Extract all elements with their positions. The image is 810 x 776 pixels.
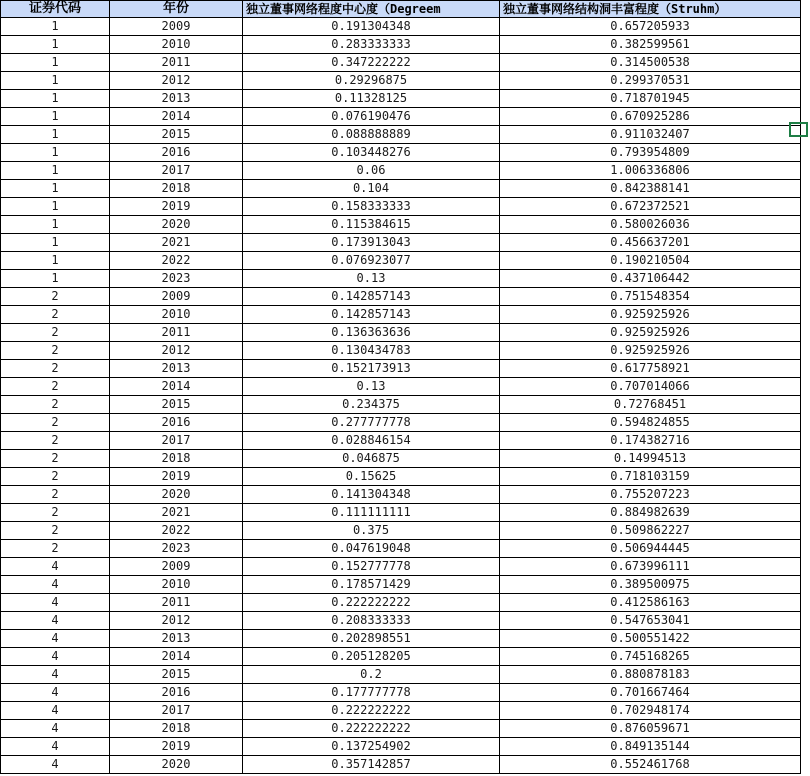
cell-year[interactable]: 2017 <box>110 162 243 180</box>
table-row <box>1 648 801 666</box>
table-row <box>1 288 801 306</box>
cell-stock-code[interactable]: 4 <box>1 594 110 612</box>
table-row <box>1 324 801 342</box>
cell-stock-code[interactable]: 2 <box>1 306 110 324</box>
cell-stock-code[interactable]: 2 <box>1 486 110 504</box>
cell-structural-holes[interactable]: 0.718103159 <box>500 468 801 486</box>
cell-stock-code[interactable]: 2 <box>1 396 110 414</box>
cell-structural-holes[interactable]: 0.755207223 <box>500 486 801 504</box>
table-row <box>1 720 801 738</box>
cell-stock-code[interactable]: 4 <box>1 702 110 720</box>
table-row <box>1 72 801 90</box>
table-row <box>1 342 801 360</box>
cell-degree-centrality[interactable]: 0.103448276 <box>243 144 500 162</box>
table-row <box>1 558 801 576</box>
cell-stock-code[interactable]: 2 <box>1 378 110 396</box>
table-row <box>1 18 801 36</box>
cell-degree-centrality[interactable]: 0.29296875 <box>243 72 500 90</box>
cell-year[interactable]: 2010 <box>110 576 243 594</box>
cell-structural-holes[interactable]: 0.707014066 <box>500 378 801 396</box>
cell-structural-holes[interactable]: 0.793954809 <box>500 144 801 162</box>
cell-degree-centrality[interactable]: 0.205128205 <box>243 648 500 666</box>
table-row <box>1 594 801 612</box>
table-row <box>1 378 801 396</box>
cell-stock-code[interactable]: 1 <box>1 198 110 216</box>
cell-structural-holes[interactable]: 0.884982639 <box>500 504 801 522</box>
cell-stock-code[interactable]: 2 <box>1 360 110 378</box>
cell-structural-holes[interactable]: 0.617758921 <box>500 360 801 378</box>
cell-degree-centrality[interactable]: 0.141304348 <box>243 486 500 504</box>
cell-year[interactable]: 2021 <box>110 504 243 522</box>
cell-stock-code[interactable]: 2 <box>1 540 110 558</box>
cell-year[interactable]: 2013 <box>110 360 243 378</box>
table-row <box>1 612 801 630</box>
cell-year[interactable]: 2011 <box>110 324 243 342</box>
cell-degree-centrality[interactable]: 0.142857143 <box>243 306 500 324</box>
table-row <box>1 90 801 108</box>
cell-structural-holes[interactable]: 0.925925926 <box>500 324 801 342</box>
cell-structural-holes[interactable]: 0.314500538 <box>500 54 801 72</box>
cell-degree-centrality[interactable]: 0.178571429 <box>243 576 500 594</box>
cell-degree-centrality[interactable]: 0.222222222 <box>243 594 500 612</box>
table-row <box>1 144 801 162</box>
cell-stock-code[interactable]: 4 <box>1 720 110 738</box>
cell-structural-holes[interactable]: 0.552461768 <box>500 756 801 774</box>
cell-structural-holes[interactable]: 0.456637201 <box>500 234 801 252</box>
cell-stock-code[interactable]: 2 <box>1 342 110 360</box>
cell-year[interactable]: 2015 <box>110 666 243 684</box>
cell-stock-code[interactable]: 1 <box>1 234 110 252</box>
table-row <box>1 216 801 234</box>
cell-degree-centrality[interactable]: 0.115384615 <box>243 216 500 234</box>
table-row <box>1 306 801 324</box>
cell-structural-holes[interactable]: 0.670925286 <box>500 108 801 126</box>
cell-year[interactable]: 2014 <box>110 648 243 666</box>
cell-degree-centrality[interactable]: 0.277777778 <box>243 414 500 432</box>
cell-degree-centrality[interactable]: 0.046875 <box>243 450 500 468</box>
cell-structural-holes[interactable]: 0.925925926 <box>500 306 801 324</box>
cell-degree-centrality[interactable]: 0.13 <box>243 378 500 396</box>
cell-degree-centrality[interactable]: 0.158333333 <box>243 198 500 216</box>
cell-degree-centrality[interactable]: 0.173913043 <box>243 234 500 252</box>
cell-degree-centrality[interactable]: 0.028846154 <box>243 432 500 450</box>
cell-year[interactable]: 2020 <box>110 756 243 774</box>
cell-year[interactable]: 2018 <box>110 450 243 468</box>
cell-degree-centrality[interactable]: 0.047619048 <box>243 540 500 558</box>
cell-stock-code[interactable]: 1 <box>1 54 110 72</box>
table-row <box>1 432 801 450</box>
cell-year[interactable]: 2023 <box>110 270 243 288</box>
cell-stock-code[interactable]: 1 <box>1 18 110 36</box>
cell-structural-holes[interactable]: 0.580026036 <box>500 216 801 234</box>
cell-stock-code[interactable]: 1 <box>1 270 110 288</box>
table-row <box>1 126 801 144</box>
header-cell-degree-centrality[interactable]: 独立董事网络程度中心度（Degreem <box>243 1 500 18</box>
cell-year[interactable]: 2017 <box>110 702 243 720</box>
header-cell-structural-holes[interactable]: 独立董事网络结构洞丰富程度（Struhm） <box>500 1 801 18</box>
cell-degree-centrality[interactable]: 0.088888889 <box>243 126 500 144</box>
cell-degree-centrality[interactable]: 0.177777778 <box>243 684 500 702</box>
cell-year[interactable]: 2014 <box>110 108 243 126</box>
cell-stock-code[interactable]: 1 <box>1 216 110 234</box>
cell-year[interactable]: 2010 <box>110 36 243 54</box>
cell-year[interactable]: 2022 <box>110 252 243 270</box>
cell-structural-holes[interactable]: 0.437106442 <box>500 270 801 288</box>
cell-structural-holes[interactable]: 0.657205933 <box>500 18 801 36</box>
cell-structural-holes[interactable]: 0.72768451 <box>500 396 801 414</box>
cell-degree-centrality[interactable]: 0.15625 <box>243 468 500 486</box>
cell-year[interactable]: 2011 <box>110 54 243 72</box>
cell-stock-code[interactable]: 4 <box>1 648 110 666</box>
cell-structural-holes[interactable]: 0.382599561 <box>500 36 801 54</box>
cell-structural-holes[interactable]: 0.701667464 <box>500 684 801 702</box>
cell-degree-centrality[interactable]: 0.11328125 <box>243 90 500 108</box>
cell-degree-centrality[interactable]: 0.357142857 <box>243 756 500 774</box>
cell-degree-centrality[interactable]: 0.283333333 <box>243 36 500 54</box>
cell-year[interactable]: 2016 <box>110 414 243 432</box>
cell-stock-code[interactable]: 1 <box>1 126 110 144</box>
cell-stock-code[interactable]: 4 <box>1 558 110 576</box>
cell-structural-holes[interactable]: 0.389500975 <box>500 576 801 594</box>
cell-structural-holes[interactable]: 0.190210504 <box>500 252 801 270</box>
cell-degree-centrality[interactable]: 0.136363636 <box>243 324 500 342</box>
cell-degree-centrality[interactable]: 0.234375 <box>243 396 500 414</box>
table-row <box>1 738 801 756</box>
cell-year[interactable]: 2022 <box>110 522 243 540</box>
cell-stock-code[interactable]: 2 <box>1 414 110 432</box>
cell-degree-centrality[interactable]: 0.222222222 <box>243 702 500 720</box>
cell-structural-holes[interactable]: 0.925925926 <box>500 342 801 360</box>
cell-structural-holes[interactable]: 0.745168265 <box>500 648 801 666</box>
cell-structural-holes[interactable]: 0.849135144 <box>500 738 801 756</box>
cell-degree-centrality[interactable]: 0.076923077 <box>243 252 500 270</box>
table-row <box>1 576 801 594</box>
cell-year[interactable]: 2012 <box>110 342 243 360</box>
cell-stock-code[interactable]: 1 <box>1 36 110 54</box>
cell-stock-code[interactable]: 1 <box>1 162 110 180</box>
cell-stock-code[interactable]: 4 <box>1 576 110 594</box>
cell-year[interactable]: 2023 <box>110 540 243 558</box>
table-row <box>1 522 801 540</box>
table-row <box>1 450 801 468</box>
cell-year[interactable]: 2021 <box>110 234 243 252</box>
table-row <box>1 162 801 180</box>
cell-stock-code[interactable]: 2 <box>1 522 110 540</box>
cell-structural-holes[interactable]: 0.673996111 <box>500 558 801 576</box>
cell-structural-holes[interactable]: 0.876059671 <box>500 720 801 738</box>
cell-year[interactable]: 2010 <box>110 306 243 324</box>
cell-stock-code[interactable]: 2 <box>1 288 110 306</box>
cell-stock-code[interactable]: 4 <box>1 666 110 684</box>
cell-structural-holes[interactable]: 1.006336806 <box>500 162 801 180</box>
table-row <box>1 108 801 126</box>
table-row <box>1 36 801 54</box>
cell-structural-holes[interactable]: 0.174382716 <box>500 432 801 450</box>
table-row <box>1 414 801 432</box>
cell-stock-code[interactable]: 1 <box>1 72 110 90</box>
cell-year[interactable]: 2020 <box>110 486 243 504</box>
cell-degree-centrality[interactable]: 0.191304348 <box>243 18 500 36</box>
cell-degree-centrality[interactable]: 0.222222222 <box>243 720 500 738</box>
cell-degree-centrality[interactable]: 0.152777778 <box>243 558 500 576</box>
cell-stock-code[interactable]: 4 <box>1 738 110 756</box>
cell-structural-holes[interactable]: 0.702948174 <box>500 702 801 720</box>
cell-stock-code[interactable]: 4 <box>1 612 110 630</box>
cell-year[interactable]: 2013 <box>110 90 243 108</box>
cell-year[interactable]: 2014 <box>110 378 243 396</box>
cell-year[interactable]: 2011 <box>110 594 243 612</box>
cell-structural-holes[interactable]: 0.751548354 <box>500 288 801 306</box>
selected-cell-indicator[interactable] <box>789 122 808 137</box>
cell-degree-centrality[interactable]: 0.2 <box>243 666 500 684</box>
cell-degree-centrality[interactable]: 0.13 <box>243 270 500 288</box>
cell-year[interactable]: 2015 <box>110 396 243 414</box>
cell-year[interactable]: 2019 <box>110 738 243 756</box>
table-row <box>1 504 801 522</box>
cell-structural-holes[interactable]: 0.14994513 <box>500 450 801 468</box>
cell-structural-holes[interactable]: 0.506944445 <box>500 540 801 558</box>
cell-stock-code[interactable]: 1 <box>1 108 110 126</box>
cell-year[interactable]: 2018 <box>110 720 243 738</box>
cell-degree-centrality[interactable]: 0.06 <box>243 162 500 180</box>
cell-degree-centrality[interactable]: 0.347222222 <box>243 54 500 72</box>
cell-structural-holes[interactable]: 0.594824855 <box>500 414 801 432</box>
cell-stock-code[interactable]: 1 <box>1 90 110 108</box>
cell-degree-centrality[interactable]: 0.130434783 <box>243 342 500 360</box>
cell-year[interactable]: 2009 <box>110 558 243 576</box>
header-cell-year[interactable]: 年份 <box>110 1 243 18</box>
cell-stock-code[interactable]: 1 <box>1 144 110 162</box>
cell-stock-code[interactable]: 4 <box>1 684 110 702</box>
cell-stock-code[interactable]: 4 <box>1 630 110 648</box>
cell-degree-centrality[interactable]: 0.104 <box>243 180 500 198</box>
table-row <box>1 468 801 486</box>
cell-structural-holes[interactable]: 0.672372521 <box>500 198 801 216</box>
table-row <box>1 486 801 504</box>
table-row <box>1 540 801 558</box>
cell-structural-holes[interactable]: 0.880878183 <box>500 666 801 684</box>
cell-year[interactable]: 2015 <box>110 126 243 144</box>
cell-stock-code[interactable]: 1 <box>1 252 110 270</box>
table-row <box>1 234 801 252</box>
cell-degree-centrality[interactable]: 0.152173913 <box>243 360 500 378</box>
table-row <box>1 198 801 216</box>
cell-stock-code[interactable]: 1 <box>1 180 110 198</box>
cell-year[interactable]: 2013 <box>110 630 243 648</box>
table-row <box>1 702 801 720</box>
cell-year[interactable]: 2012 <box>110 612 243 630</box>
table-row <box>1 252 801 270</box>
cell-structural-holes[interactable]: 0.718701945 <box>500 90 801 108</box>
table-body <box>1 18 801 774</box>
cell-stock-code[interactable]: 2 <box>1 504 110 522</box>
cell-structural-holes[interactable]: 0.412586163 <box>500 594 801 612</box>
table-row <box>1 396 801 414</box>
cell-year[interactable]: 2009 <box>110 288 243 306</box>
cell-year[interactable]: 2020 <box>110 216 243 234</box>
cell-year[interactable]: 2019 <box>110 468 243 486</box>
cell-year[interactable]: 2019 <box>110 198 243 216</box>
cell-year[interactable]: 2012 <box>110 72 243 90</box>
cell-structural-holes[interactable]: 0.911032407 <box>500 126 801 144</box>
table-row <box>1 54 801 72</box>
cell-stock-code[interactable]: 2 <box>1 324 110 342</box>
cell-structural-holes[interactable]: 0.842388141 <box>500 180 801 198</box>
table-row <box>1 684 801 702</box>
cell-degree-centrality[interactable]: 0.111111111 <box>243 504 500 522</box>
cell-year[interactable]: 2017 <box>110 432 243 450</box>
cell-degree-centrality[interactable]: 0.076190476 <box>243 108 500 126</box>
header-cell-stock-code[interactable]: 证券代码 <box>1 1 110 18</box>
table-row <box>1 630 801 648</box>
cell-year[interactable]: 2016 <box>110 144 243 162</box>
cell-degree-centrality[interactable]: 0.208333333 <box>243 612 500 630</box>
cell-structural-holes[interactable]: 0.299370531 <box>500 72 801 90</box>
table-row <box>1 270 801 288</box>
cell-year[interactable]: 2009 <box>110 18 243 36</box>
cell-year[interactable]: 2018 <box>110 180 243 198</box>
table-row <box>1 756 801 774</box>
table-row <box>1 180 801 198</box>
cell-structural-holes[interactable]: 0.500551422 <box>500 630 801 648</box>
cell-degree-centrality[interactable]: 0.375 <box>243 522 500 540</box>
cell-stock-code[interactable]: 2 <box>1 450 110 468</box>
table-row <box>1 666 801 684</box>
cell-stock-code[interactable]: 4 <box>1 756 110 774</box>
cell-stock-code[interactable]: 2 <box>1 468 110 486</box>
cell-stock-code[interactable]: 2 <box>1 432 110 450</box>
cell-degree-centrality[interactable]: 0.142857143 <box>243 288 500 306</box>
table-row <box>1 360 801 378</box>
header-row <box>1 1 801 18</box>
cell-year[interactable]: 2016 <box>110 684 243 702</box>
cell-degree-centrality[interactable]: 0.137254902 <box>243 738 500 756</box>
cell-degree-centrality[interactable]: 0.202898551 <box>243 630 500 648</box>
cell-structural-holes[interactable]: 0.547653041 <box>500 612 801 630</box>
cell-structural-holes[interactable]: 0.509862227 <box>500 522 801 540</box>
